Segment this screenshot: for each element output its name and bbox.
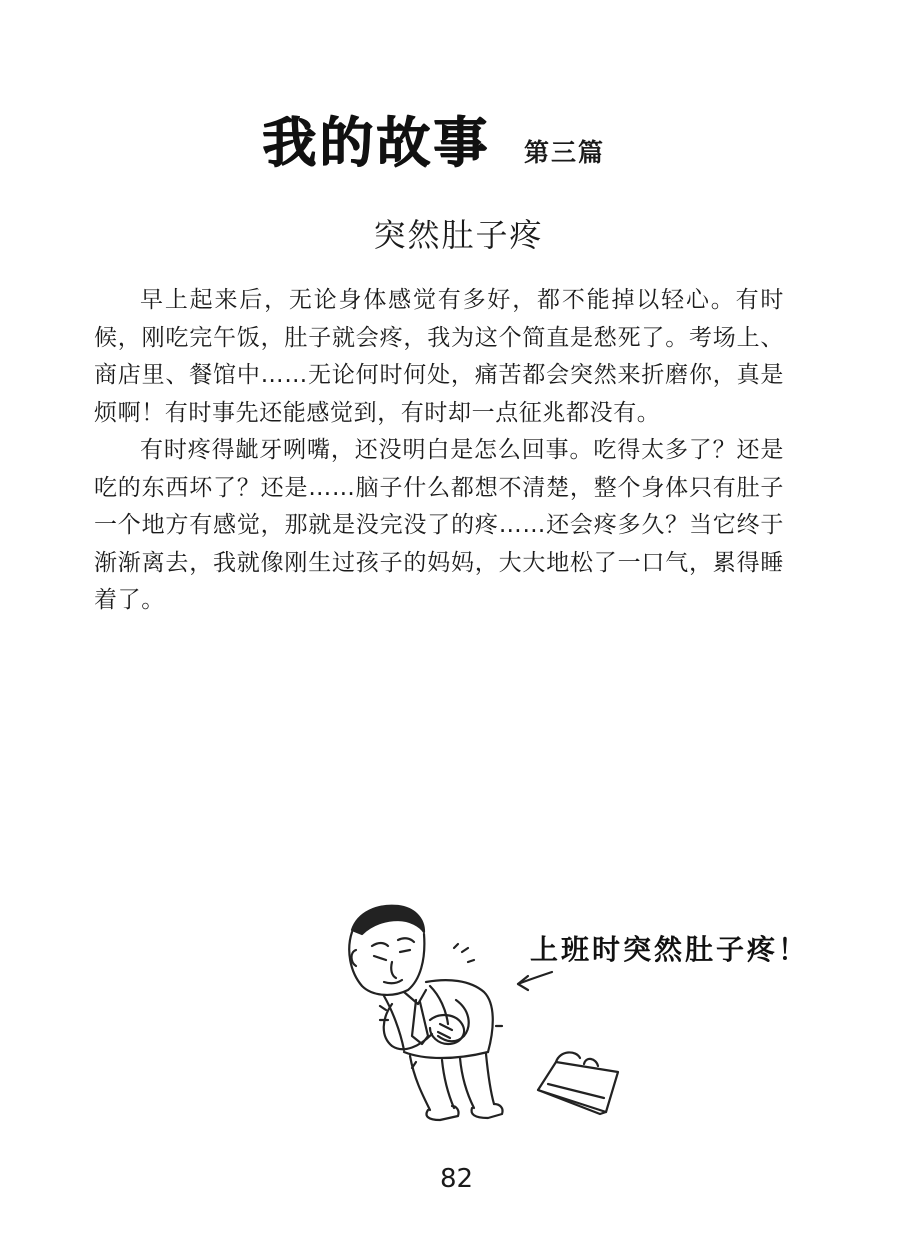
illustration-caption: 上班时突然肚子疼！ — [530, 933, 810, 966]
story-title: 我的故事 — [262, 111, 490, 174]
paragraph-1: 早上起来后，无论身体感觉有多好，都不能掉以轻心。有时候，刚吃完午饭，肚子就会疼，我为这个简直是愁死了。考场上、商店里、餐馆中……无论何时何处，痛苦都会突然来折磨你，真是烦啊！有时事先还能感觉到，有时却一点征兆都没有。 — [94, 287, 784, 426]
page-number: 82 — [439, 1164, 474, 1194]
chapter-subtitle: 突然肚子疼 — [373, 216, 544, 254]
story-part-label: 第三篇 — [524, 138, 606, 167]
paragraph-2: 有时疼得龇牙咧嘴，还没明白是怎么回事。吃得太多了？还是吃的东西坏了？还是……脑子什么都想不清楚，整个身体只有肚子一个地方有感觉，那就是没完没了的疼……还会疼多久？当它终于渐渐离去，我就像刚生过孩子的妈妈，大大地松了一口气，累得睡着了。 — [94, 437, 784, 613]
